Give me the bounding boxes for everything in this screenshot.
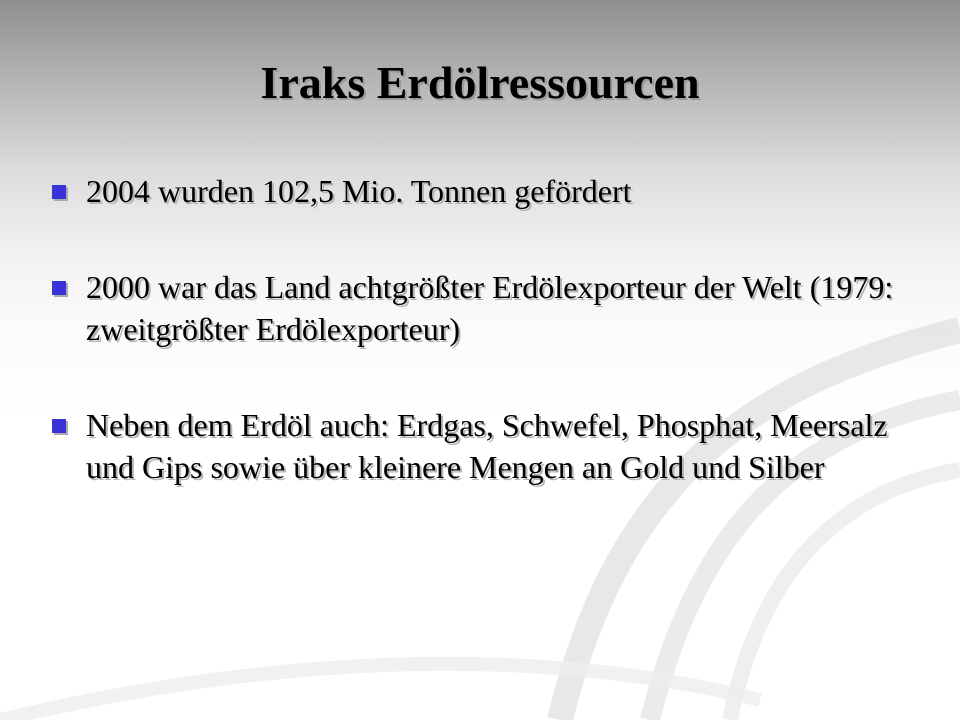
bullet-text: 2000 war das Land achtgrößter Erdölexporteur der Welt (1979: zweitgrößter Erdölexporteur) [86,269,894,347]
square-bullet-icon [52,281,66,295]
bullet-text: 2004 wurden 102,5 Mio. Tonnen gefördert [86,173,632,209]
bullet-item-export-rank [48,266,928,350]
bullet-item-production [48,170,928,212]
slide-title: Iraks Erdölressourcen [260,57,700,108]
bullet-text: Neben dem Erdöl auch: Erdgas, Schwefel, Phosphat, Meersalz und Gips sowie über kleinere Mengen an Gold und Silber [86,407,888,485]
square-bullet-icon [52,185,66,199]
bullet-list [48,170,928,488]
square-bullet-icon [52,419,66,433]
bullet-item-other-resources [48,404,928,488]
